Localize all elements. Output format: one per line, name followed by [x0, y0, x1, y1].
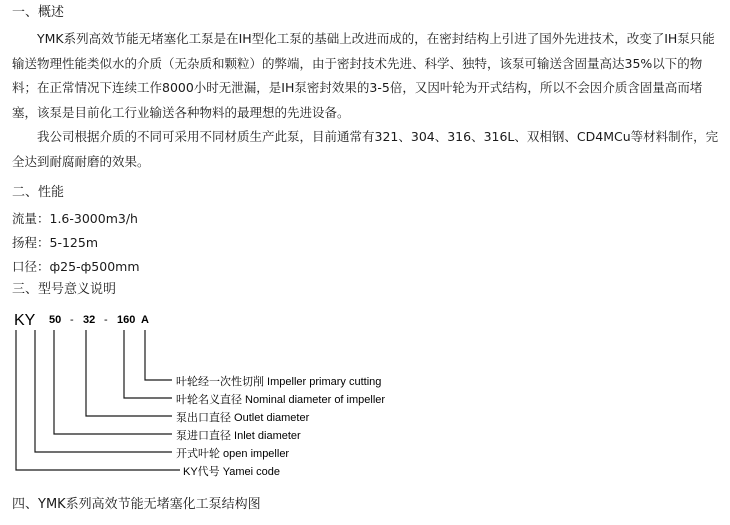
performance-flow: 流量：1.6-3000m3/h — [12, 211, 138, 226]
structure-heading: 四、YMK系列高效节能无堵塞化工泵结构图 — [12, 497, 261, 512]
code-impeller: 160 — [117, 314, 136, 326]
label-open: 开式叶轮 open impeller — [176, 448, 290, 460]
performance-caliber: 口径：ф25-ф500mm — [12, 259, 140, 274]
code-outlet: 32 — [83, 314, 96, 326]
leader-lines — [16, 330, 180, 470]
code-cut: A — [141, 314, 149, 326]
overview-paragraph-1: YMK系列高效节能无堵塞化工泵是在IH型化工泵的基础上改进而成的，在密封结构上引进了国外先进技术，改变了IH泵只能输送物理性能类似水的介质（无杂质和颗粒）的弊端，由于密封技术先进、科学、独特，该泵可输送含固量高达35%以下的物料；在正常情况下连续工作8000小时无泄漏，是IH泵密封效果的3-5倍，又因叶轮为开式结构，所以不会因介质含固量高而堵塞，该泵是目前化工行业输送各种物料的最理想的先进设备。 — [12, 31, 715, 120]
leader-cut — [145, 330, 172, 380]
leader-impeller — [124, 330, 172, 398]
overview-heading: 一、概述 — [12, 5, 65, 20]
leader-outlet — [86, 330, 172, 416]
leader-code — [16, 330, 180, 470]
performance-heading: 二、性能 — [12, 185, 65, 200]
leader-inlet — [54, 330, 172, 434]
code-ky: KY — [14, 312, 36, 329]
label-code: KY代号 Yamei code — [183, 466, 281, 478]
code-inlet: 50 — [49, 314, 62, 326]
label-impeller: 叶轮名义直径 Nominal diameter of impeller — [176, 394, 386, 406]
model-heading: 三、型号意义说明 — [12, 282, 117, 297]
code-dash-1: - — [70, 314, 74, 326]
label-outlet: 泵出口直径 Outlet diameter — [176, 412, 310, 424]
model-code-diagram — [0, 300, 730, 490]
label-inlet: 泵进口直径 Inlet diameter — [176, 430, 301, 442]
performance-head: 扬程：5-125m — [12, 235, 98, 250]
overview-body — [12, 27, 724, 174]
code-dash-2: - — [104, 314, 108, 326]
label-cut: 叶轮经一次性切削 Impeller primary cutting — [176, 376, 382, 388]
overview-paragraph-2: 我公司根据介质的不同可采用不同材质生产此泵，目前通常有321、304、316、316L、双相钢、CD4MCu等材料制作，完全达到耐腐耐磨的效果。 — [12, 129, 719, 169]
